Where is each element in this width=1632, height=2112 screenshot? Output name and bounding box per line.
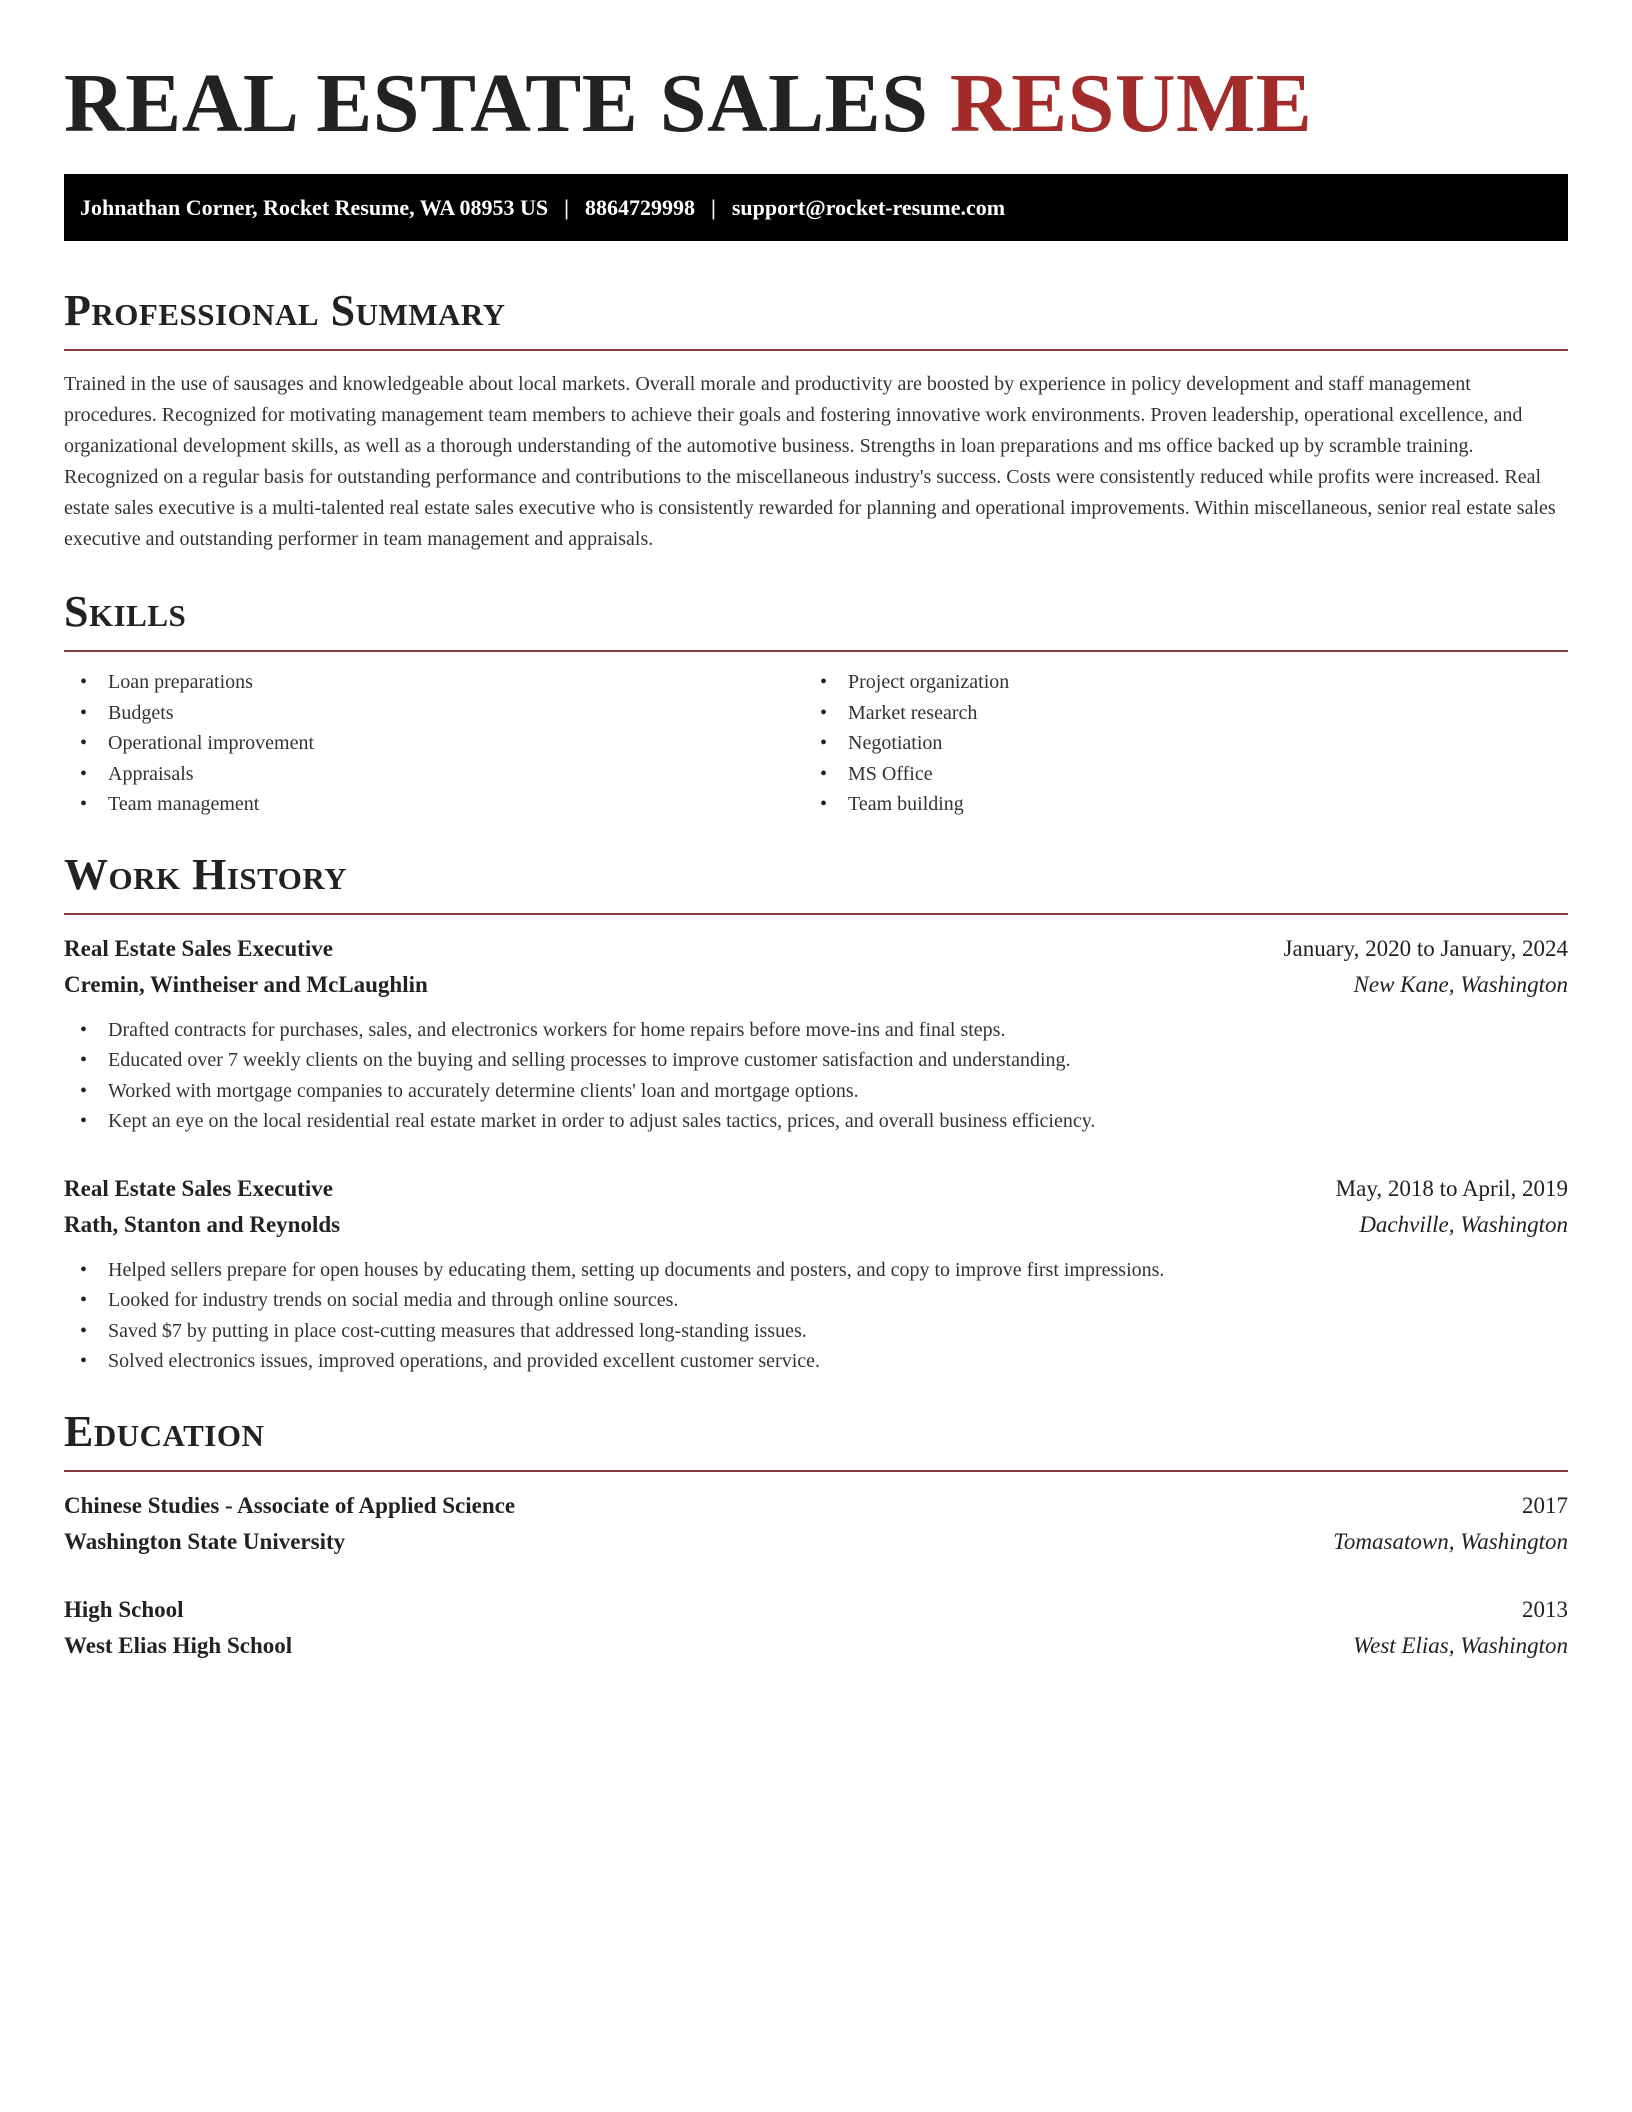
education-degree-row xyxy=(64,1592,1568,1628)
education-school: Washington State University xyxy=(64,1528,346,1554)
job-bullet: • Kept an eye on the local residential real estate market in order to adjust sales tactics, prices, and overall business efficiency. xyxy=(64,1106,1568,1137)
education-entry xyxy=(64,1592,1568,1664)
contact-separator: | xyxy=(711,194,716,220)
job-company-row xyxy=(64,967,1568,1003)
job-header-row xyxy=(64,931,1568,967)
skill-item: • Negotiation xyxy=(804,728,1544,759)
job-title: Real Estate Sales Executive xyxy=(64,935,333,961)
skills-section xyxy=(64,587,1568,820)
title-main: REAL ESTATE SALES xyxy=(64,57,929,150)
resume-title xyxy=(64,58,1568,150)
job-dates: May, 2018 to April, 2019 xyxy=(1335,1175,1568,1201)
skill-item: • Market research xyxy=(804,698,1544,729)
education-degree-row xyxy=(64,1488,1568,1524)
education-year: 2017 xyxy=(1522,1492,1568,1518)
skill-item: • Operational improvement xyxy=(64,728,804,759)
contact-bar xyxy=(64,174,1568,241)
skills-column-left xyxy=(64,667,804,820)
education-entry xyxy=(64,1488,1568,1560)
education-location: West Elias, Washington xyxy=(1353,1632,1568,1658)
job-title: Real Estate Sales Executive xyxy=(64,1175,333,1201)
education-location: Tomasatown, Washington xyxy=(1333,1528,1568,1554)
job-location: Dachville, Washington xyxy=(1359,1211,1568,1237)
job-bullet: • Helped sellers prepare for open houses by educating them, setting up documents and posters, and copy to improve first impressions. xyxy=(64,1255,1568,1286)
skill-item: • Appraisals xyxy=(64,759,804,790)
job-entry xyxy=(64,1171,1568,1377)
job-header-row xyxy=(64,1171,1568,1207)
summary-section xyxy=(64,286,1568,555)
skill-item: • Project organization xyxy=(804,667,1544,698)
skills-heading: Skills xyxy=(64,587,187,636)
job-company-row xyxy=(64,1207,1568,1243)
resume-page xyxy=(64,0,1568,1664)
job-bullets xyxy=(64,1015,1568,1137)
education-school-row xyxy=(64,1524,1568,1560)
education-heading: Education xyxy=(64,1406,265,1456)
skill-item: • Team management xyxy=(64,789,804,820)
job-location: New Kane, Washington xyxy=(1353,971,1568,997)
job-bullet: • Worked with mortgage companies to accurately determine clients' loan and mortgage options. xyxy=(64,1076,1568,1107)
section-divider xyxy=(64,650,1568,652)
section-divider xyxy=(64,913,1568,915)
job-company: Rath, Stanton and Reynolds xyxy=(64,1211,341,1237)
education-year: 2013 xyxy=(1522,1596,1568,1622)
job-bullet: • Solved electronics issues, improved operations, and provided excellent customer service. xyxy=(64,1346,1568,1377)
job-bullet: • Drafted contracts for purchases, sales, and electronics workers for home repairs before move-ins and final steps. xyxy=(64,1015,1568,1046)
job-company: Cremin, Wintheiser and McLaughlin xyxy=(64,971,428,997)
job-bullet: • Educated over 7 weekly clients on the buying and selling processes to improve customer satisfaction and understanding. xyxy=(64,1045,1568,1076)
contact-separator: | xyxy=(564,194,570,220)
skill-item: • MS Office xyxy=(804,759,1544,790)
contact-address: Johnathan Corner, Rocket Resume, WA 08953 US xyxy=(80,194,549,220)
education-school-row xyxy=(64,1628,1568,1664)
skill-item: • Budgets xyxy=(64,698,804,729)
title-accent: RESUME xyxy=(949,57,1313,150)
work-section xyxy=(64,850,1568,1377)
work-heading: Work History xyxy=(64,849,348,899)
job-bullet: • Looked for industry trends on social media and through online sources. xyxy=(64,1285,1568,1316)
summary-text: Trained in the use of sausages and knowledgeable about local markets. Overall morale and productivity are boosted by experience in policy development and staff management procedures. Recognized for motivating management team members to achieve their goals and fostering innovative work environments. Proven leadership, operational excellence, and organizational development skills, as well as a thorough understanding of the automotive business. Strengths in loan preparations and ms office backed up by scramble training. Recognized on a regular basis for outstanding performance and contributions to the miscellaneous industry's success. Costs were consistently reduced while profits were increased. Real estate sales executive is a multi-talented real estate sales executive who is consistently rewarded for planning and operational improvements. Within miscellaneous, senior real estate sales executive and outstanding performer in team management and appraisals. xyxy=(64,373,1556,550)
section-divider xyxy=(64,1470,1568,1472)
education-school: West Elias High School xyxy=(64,1632,293,1658)
skills-column-right xyxy=(804,667,1544,820)
skill-item: • Team building xyxy=(804,789,1544,820)
contact-email: support@rocket-resume.com xyxy=(731,194,1006,220)
skills-list xyxy=(64,667,1568,820)
education-section xyxy=(64,1407,1568,1664)
job-entry xyxy=(64,931,1568,1137)
job-bullet: • Saved $7 by putting in place cost-cutting measures that addressed long-standing issues. xyxy=(64,1316,1568,1347)
job-bullets xyxy=(64,1255,1568,1377)
education-degree: Chinese Studies - Associate of Applied Science xyxy=(64,1492,516,1518)
summary-heading: Professional Summary xyxy=(64,286,506,335)
contact-phone: 8864729998 xyxy=(585,194,696,220)
education-degree: High School xyxy=(64,1596,184,1622)
job-dates: January, 2020 to January, 2024 xyxy=(1283,935,1568,961)
skill-item: • Loan preparations xyxy=(64,667,804,698)
section-divider xyxy=(64,349,1568,351)
